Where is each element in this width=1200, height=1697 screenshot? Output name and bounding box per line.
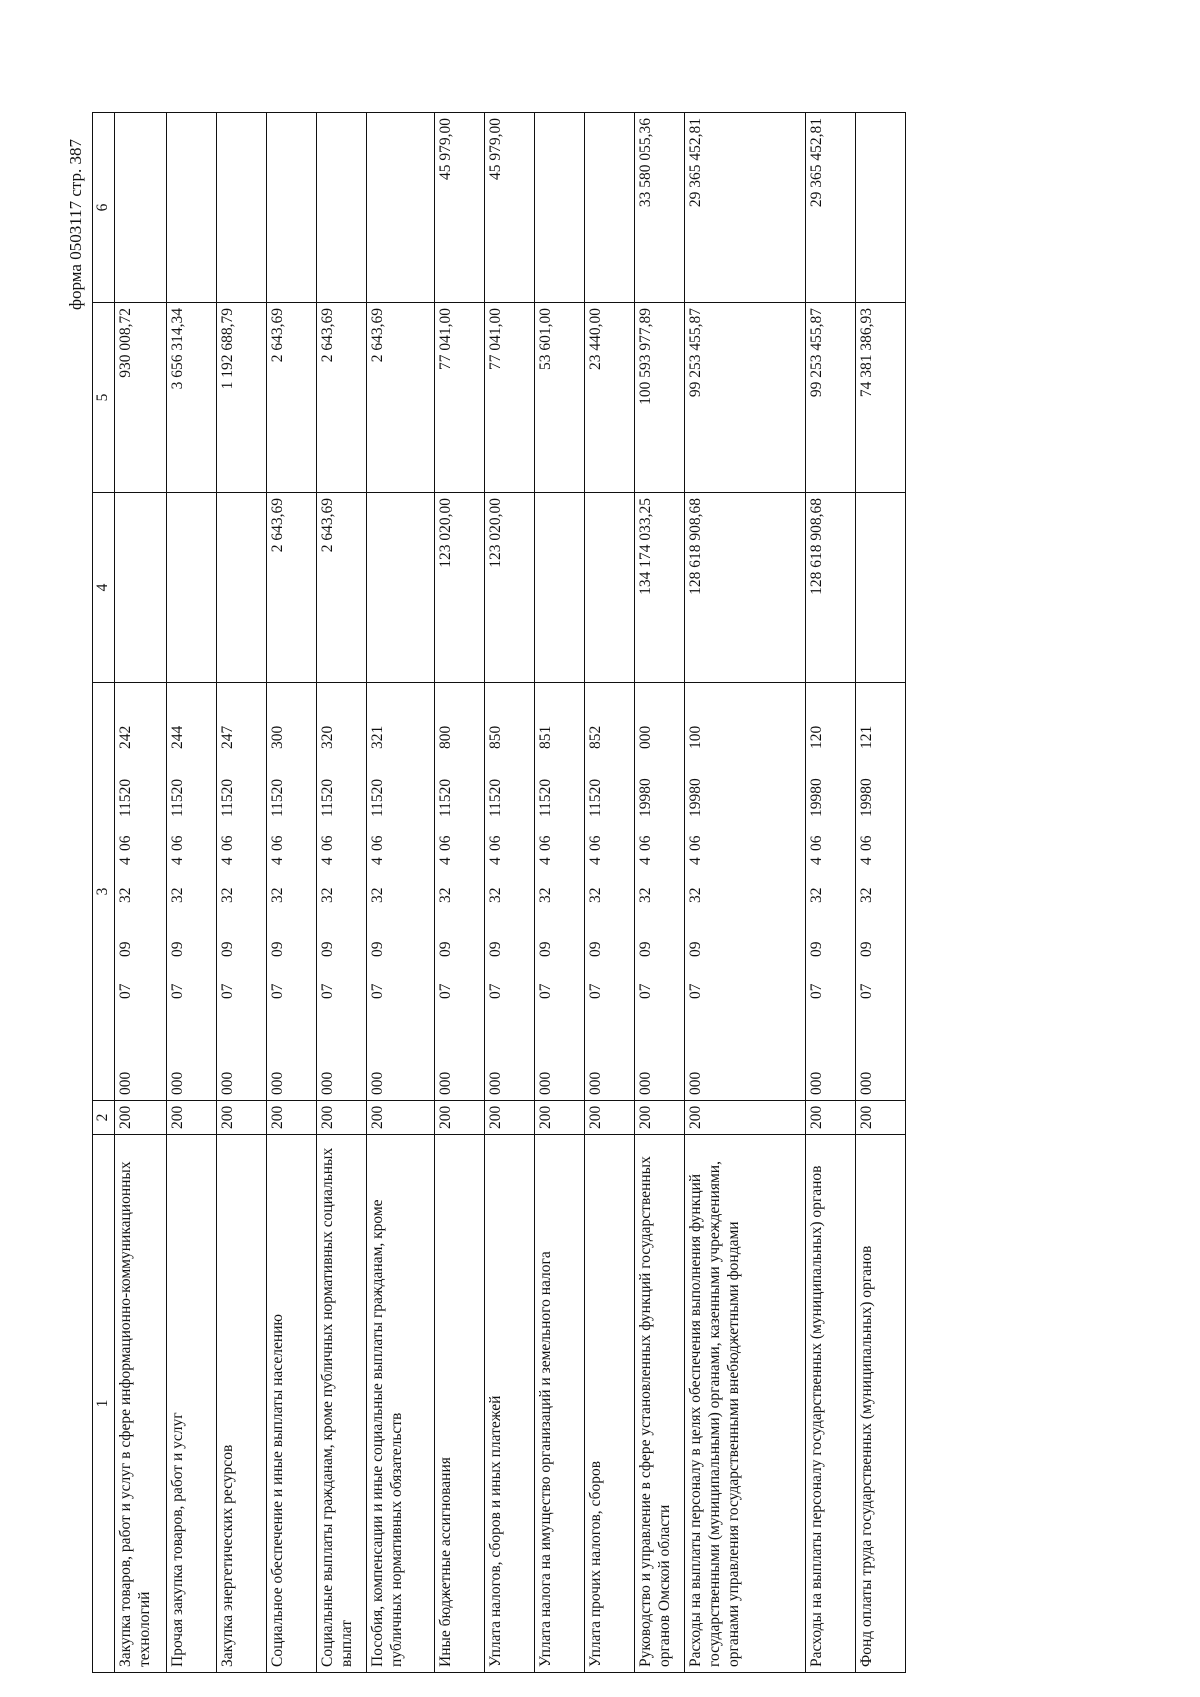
row-line-code: 200 [534, 1101, 584, 1135]
row-line-code: 200 [166, 1101, 216, 1135]
row-name: Расходы на выплаты персоналу в целях обеспечения выполнения функций государственными (муниципальными) органами, казенными учреждениями, органами управления государственными внебюджетными фондами [684, 1135, 805, 1673]
budget-code-part: 000 [807, 1071, 825, 1095]
row-line-code: 200 [366, 1101, 434, 1135]
budget-code-part: 19980 [636, 778, 654, 817]
column-header-2: 2 [93, 1101, 115, 1135]
budget-code-part: 32 [116, 887, 134, 903]
row-executed-amount: 74 381 386,93 [855, 303, 905, 493]
row-name: Социальные выплаты гражданам, кроме публичных нормативных социальных выплат [316, 1135, 366, 1673]
table-row [805, 113, 855, 1673]
budget-code-part: 100 [686, 725, 704, 749]
budget-code-part: 000 [268, 1071, 286, 1095]
budget-code-part: 09 [116, 941, 134, 957]
budget-code-part: 09 [486, 941, 504, 957]
budget-code-part: 4 [318, 857, 336, 865]
row-name: Фонд оплаты труда государственных (муниципальных) органов [855, 1135, 905, 1673]
budget-code-part: 11520 [368, 778, 386, 817]
budget-code-part: 09 [318, 941, 336, 957]
row-line-code: 200 [484, 1101, 534, 1135]
budget-code-part: 09 [807, 941, 825, 957]
row-executed-amount: 2 643,69 [266, 303, 316, 493]
budget-code-part: 000 [218, 1071, 236, 1095]
row-approved-amount [534, 493, 584, 683]
budget-code-part: 07 [218, 983, 236, 999]
column-header-4: 4 [93, 493, 115, 683]
row-approved-amount [216, 493, 266, 683]
budget-code-part: 07 [168, 983, 186, 999]
budget-code-part: 06 [436, 835, 454, 851]
budget-code-part: 000 [486, 1071, 504, 1095]
budget-code-part: 244 [168, 725, 186, 749]
budget-code-part: 4 [368, 857, 386, 865]
column-header-3: 3 [93, 683, 115, 1101]
budget-code-part: 09 [686, 941, 704, 957]
budget-code-part: 121 [857, 725, 875, 749]
budget-code-part: 06 [636, 835, 654, 851]
row-unexecuted-amount [166, 113, 216, 303]
row-line-code: 200 [805, 1101, 855, 1135]
budget-code-part: 06 [116, 835, 134, 851]
budget-code-part: 09 [368, 941, 386, 957]
budget-code-part: 247 [218, 725, 236, 749]
budget-code-part: 000 [368, 1071, 386, 1095]
budget-code-part: 11520 [436, 778, 454, 817]
budget-code-part: 000 [636, 725, 654, 749]
row-executed-amount: 2 643,69 [316, 303, 366, 493]
row-unexecuted-amount: 29 365 452,81 [684, 113, 805, 303]
row-unexecuted-amount: 29 365 452,81 [805, 113, 855, 303]
budget-code-part: 11520 [486, 778, 504, 817]
row-budget-code [166, 683, 216, 1101]
table-row [316, 113, 366, 1673]
row-approved-amount: 2 643,69 [316, 493, 366, 683]
budget-code-part: 06 [807, 835, 825, 851]
row-name: Уплата налога на имущество организаций и земельного налога [534, 1135, 584, 1673]
budget-code-part: 4 [686, 857, 704, 865]
row-unexecuted-amount [114, 113, 166, 303]
budget-code-part: 07 [586, 983, 604, 999]
row-executed-amount: 99 253 455,87 [805, 303, 855, 493]
budget-code-part: 07 [857, 983, 875, 999]
row-unexecuted-amount [266, 113, 316, 303]
budget-code-part: 06 [168, 835, 186, 851]
budget-code-part: 32 [807, 887, 825, 903]
budget-code-part: 32 [536, 887, 554, 903]
budget-code-part: 11520 [536, 778, 554, 817]
budget-code-part: 300 [268, 725, 286, 749]
budget-code-part: 06 [318, 835, 336, 851]
budget-code-part: 07 [807, 983, 825, 999]
budget-code-part: 120 [807, 725, 825, 749]
budget-code-part: 09 [168, 941, 186, 957]
table-body [114, 113, 905, 1673]
budget-code-part: 32 [686, 887, 704, 903]
row-budget-code [434, 683, 484, 1101]
budget-code-part: 09 [636, 941, 654, 957]
row-unexecuted-amount: 45 979,00 [484, 113, 534, 303]
budget-code-part: 07 [268, 983, 286, 999]
row-budget-code [584, 683, 634, 1101]
budget-code-part: 800 [436, 725, 454, 749]
row-executed-amount: 1 192 688,79 [216, 303, 266, 493]
table-row [366, 113, 434, 1673]
budget-code-part: 06 [857, 835, 875, 851]
table-row [434, 113, 484, 1673]
budget-code-part: 4 [636, 857, 654, 865]
budget-code-part: 19980 [686, 778, 704, 817]
row-executed-amount: 77 041,00 [484, 303, 534, 493]
budget-code-part: 06 [368, 835, 386, 851]
row-line-code: 200 [216, 1101, 266, 1135]
table-row [534, 113, 584, 1673]
budget-code-part: 06 [586, 835, 604, 851]
row-name: Иные бюджетные ассигнования [434, 1135, 484, 1673]
row-budget-code [114, 683, 166, 1101]
budget-code-part: 4 [807, 857, 825, 865]
row-approved-amount: 134 174 033,25 [634, 493, 684, 683]
budget-code-part: 32 [218, 887, 236, 903]
budget-code-part: 32 [586, 887, 604, 903]
row-executed-amount: 23 440,00 [584, 303, 634, 493]
budget-code-part: 07 [368, 983, 386, 999]
budget-code-part: 09 [536, 941, 554, 957]
table-row [266, 113, 316, 1673]
row-approved-amount: 123 020,00 [434, 493, 484, 683]
row-name: Уплата налогов, сборов и иных платежей [484, 1135, 534, 1673]
row-approved-amount: 128 618 908,68 [805, 493, 855, 683]
budget-code-part: 06 [686, 835, 704, 851]
budget-code-part: 32 [636, 887, 654, 903]
row-unexecuted-amount: 45 979,00 [434, 113, 484, 303]
budget-code-part: 850 [486, 725, 504, 749]
budget-code-part: 4 [586, 857, 604, 865]
row-budget-code [484, 683, 534, 1101]
table-row [484, 113, 534, 1673]
row-name: Закупка энергетических ресурсов [216, 1135, 266, 1673]
budget-code-part: 851 [536, 725, 554, 749]
budget-code-part: 09 [857, 941, 875, 957]
budget-code-part: 4 [436, 857, 454, 865]
column-header-6: 6 [93, 113, 115, 303]
row-budget-code [266, 683, 316, 1101]
table-row [634, 113, 684, 1673]
row-unexecuted-amount [855, 113, 905, 303]
row-line-code: 200 [855, 1101, 905, 1135]
budget-code-part: 11520 [586, 778, 604, 817]
budget-code-part: 07 [686, 983, 704, 999]
budget-code-part: 000 [857, 1071, 875, 1095]
budget-code-part: 06 [486, 835, 504, 851]
row-line-code: 200 [584, 1101, 634, 1135]
budget-code-part: 4 [116, 857, 134, 865]
row-approved-amount: 128 618 908,68 [684, 493, 805, 683]
row-approved-amount: 123 020,00 [484, 493, 534, 683]
table-row [166, 113, 216, 1673]
budget-code-part: 32 [168, 887, 186, 903]
row-unexecuted-amount: 33 580 055,36 [634, 113, 684, 303]
row-line-code: 200 [684, 1101, 805, 1135]
budget-code-part: 320 [318, 725, 336, 749]
row-line-code: 200 [434, 1101, 484, 1135]
row-executed-amount: 930 008,72 [114, 303, 166, 493]
row-approved-amount [114, 493, 166, 683]
budget-code-part: 32 [318, 887, 336, 903]
row-name: Прочая закупка товаров, работ и услуг [166, 1135, 216, 1673]
budget-code-part: 11520 [168, 778, 186, 817]
budget-code-part: 11520 [268, 778, 286, 817]
budget-code-part: 4 [168, 857, 186, 865]
budget-code-part: 4 [486, 857, 504, 865]
row-budget-code [634, 683, 684, 1101]
row-executed-amount: 2 643,69 [366, 303, 434, 493]
row-budget-code [805, 683, 855, 1101]
column-header-5: 5 [93, 303, 115, 493]
row-approved-amount: 2 643,69 [266, 493, 316, 683]
row-name: Уплата прочих налогов, сборов [584, 1135, 634, 1673]
budget-code-part: 07 [486, 983, 504, 999]
table-row [684, 113, 805, 1673]
row-executed-amount: 77 041,00 [434, 303, 484, 493]
budget-code-part: 32 [857, 887, 875, 903]
budget-code-part: 06 [218, 835, 236, 851]
budget-code-part: 06 [268, 835, 286, 851]
row-line-code: 200 [266, 1101, 316, 1135]
row-budget-code [366, 683, 434, 1101]
budget-code-part: 32 [436, 887, 454, 903]
row-name: Закупка товаров, работ и услуг в сфере информационно-коммуникационных технологий [114, 1135, 166, 1673]
budget-code-part: 11520 [218, 778, 236, 817]
row-budget-code [316, 683, 366, 1101]
budget-code-part: 000 [636, 1071, 654, 1095]
budget-code-part: 000 [436, 1071, 454, 1095]
budget-code-part: 32 [486, 887, 504, 903]
column-header-row [93, 113, 115, 1673]
expenditure-table [92, 112, 906, 1673]
budget-code-part: 4 [218, 857, 236, 865]
table-row [584, 113, 634, 1673]
table-row [216, 113, 266, 1673]
form-label: форма 0503117 стр. 387 [66, 139, 85, 310]
row-line-code: 200 [114, 1101, 166, 1135]
budget-code-part: 000 [536, 1071, 554, 1095]
row-executed-amount: 99 253 455,87 [684, 303, 805, 493]
row-budget-code [855, 683, 905, 1101]
row-unexecuted-amount [366, 113, 434, 303]
column-header-1: 1 [93, 1135, 115, 1673]
budget-code-part: 07 [436, 983, 454, 999]
row-executed-amount: 3 656 314,34 [166, 303, 216, 493]
budget-code-part: 09 [436, 941, 454, 957]
budget-code-part: 19980 [807, 778, 825, 817]
budget-code-part: 32 [368, 887, 386, 903]
budget-code-part: 07 [536, 983, 554, 999]
row-name: Расходы на выплаты персоналу государственных (муниципальных) органов [805, 1135, 855, 1673]
budget-code-part: 000 [318, 1071, 336, 1095]
row-unexecuted-amount [316, 113, 366, 303]
row-name: Руководство и управление в сфере установленных функций государственных органов Омской области [634, 1135, 684, 1673]
row-line-code: 200 [316, 1101, 366, 1135]
budget-code-part: 11520 [318, 778, 336, 817]
budget-code-part: 07 [116, 983, 134, 999]
budget-code-part: 11520 [116, 778, 134, 817]
row-executed-amount: 100 593 977,89 [634, 303, 684, 493]
row-budget-code [216, 683, 266, 1101]
budget-code-part: 242 [116, 725, 134, 749]
budget-code-part: 19980 [857, 778, 875, 817]
budget-code-part: 000 [686, 1071, 704, 1095]
budget-code-part: 06 [536, 835, 554, 851]
row-budget-code [684, 683, 805, 1101]
row-line-code: 200 [634, 1101, 684, 1135]
table-row [855, 113, 905, 1673]
budget-code-part: 09 [218, 941, 236, 957]
row-budget-code [534, 683, 584, 1101]
row-approved-amount [366, 493, 434, 683]
budget-code-part: 852 [586, 725, 604, 749]
row-executed-amount: 53 601,00 [534, 303, 584, 493]
row-unexecuted-amount [216, 113, 266, 303]
row-approved-amount [855, 493, 905, 683]
row-unexecuted-amount [584, 113, 634, 303]
budget-code-part: 321 [368, 725, 386, 749]
row-approved-amount [166, 493, 216, 683]
budget-code-part: 000 [586, 1071, 604, 1095]
budget-code-part: 09 [586, 941, 604, 957]
budget-code-part: 4 [536, 857, 554, 865]
budget-code-part: 4 [857, 857, 875, 865]
row-name: Социальное обеспечение и иные выплаты населению [266, 1135, 316, 1673]
row-name: Пособия, компенсации и иные социальные выплаты гражданам, кроме публичных нормативных обязательств [366, 1135, 434, 1673]
budget-code-part: 07 [318, 983, 336, 999]
row-approved-amount [584, 493, 634, 683]
budget-code-part: 4 [268, 857, 286, 865]
budget-code-part: 000 [116, 1071, 134, 1095]
budget-code-part: 09 [268, 941, 286, 957]
budget-code-part: 000 [168, 1071, 186, 1095]
budget-code-part: 07 [636, 983, 654, 999]
row-unexecuted-amount [534, 113, 584, 303]
budget-code-part: 32 [268, 887, 286, 903]
table-row [114, 113, 166, 1673]
